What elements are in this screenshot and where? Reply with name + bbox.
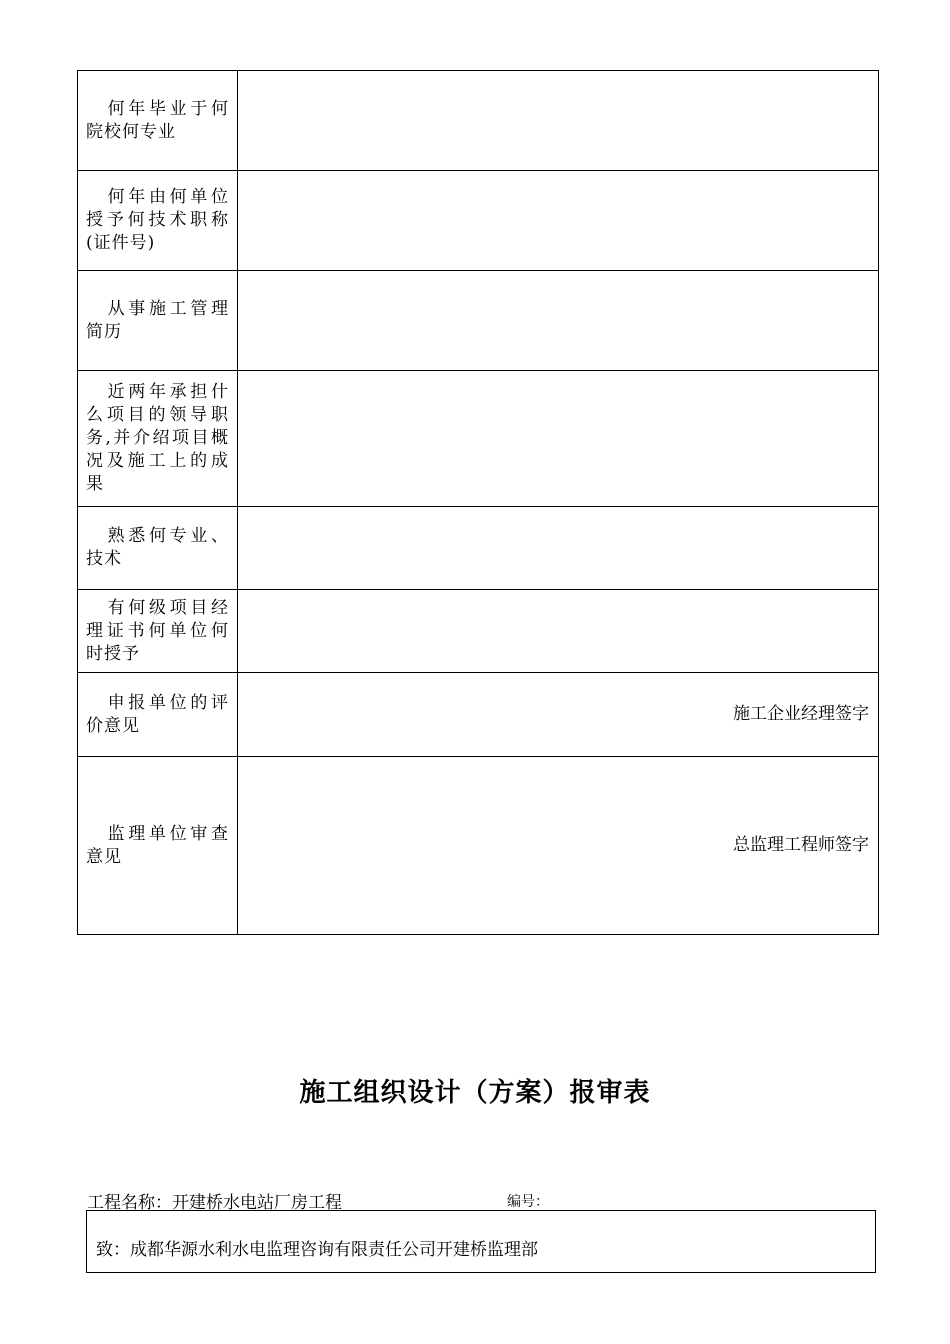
row-label-technical-title: 何年由何单位授予何技术职称(证件号) — [78, 171, 238, 271]
form-title: 施工组织设计（方案）报审表 — [299, 1078, 651, 1108]
table-row — [78, 590, 879, 673]
addressee-line: 致：成都华源水利水电监理咨询有限责任公司开建桥监理部 — [96, 1240, 538, 1260]
addressee-box — [86, 1210, 876, 1273]
row-label-recent-projects: 近两年承担什么项目的领导职务,并介绍项目概况及施工上的成果 — [78, 371, 238, 507]
table-row — [78, 757, 879, 935]
project-name-line: 工程名称：开建桥水电站厂房工程 — [87, 1193, 342, 1213]
table-row — [78, 371, 879, 507]
table-row — [78, 673, 879, 757]
serial-number-label: 编号： — [507, 1194, 549, 1210]
row-value-graduation — [238, 71, 879, 171]
row-value-technical-title — [238, 171, 879, 271]
table-row — [78, 271, 879, 371]
row-label-graduation: 何年毕业于何院校何专业 — [78, 71, 238, 171]
row-value-certificate — [238, 590, 879, 673]
table-row — [78, 171, 879, 271]
signature-chief-supervisor: 总监理工程师签字 — [238, 757, 879, 935]
row-value-recent-projects — [238, 371, 879, 507]
qualification-table — [77, 70, 879, 935]
row-label-applicant-evaluation: 申报单位的评价意见 — [78, 673, 238, 757]
row-label-expertise: 熟悉何专业、技术 — [78, 507, 238, 590]
row-label-certificate: 有何级项目经理证书何单位何时授予 — [78, 590, 238, 673]
row-label-management-resume: 从事施工管理简历 — [78, 271, 238, 371]
row-value-management-resume — [238, 271, 879, 371]
row-label-supervisor-review: 监理单位审查意见 — [78, 757, 238, 935]
table-row — [78, 507, 879, 590]
signature-manager: 施工企业经理签字 — [238, 673, 879, 757]
table-row — [78, 71, 879, 171]
row-value-expertise — [238, 507, 879, 590]
